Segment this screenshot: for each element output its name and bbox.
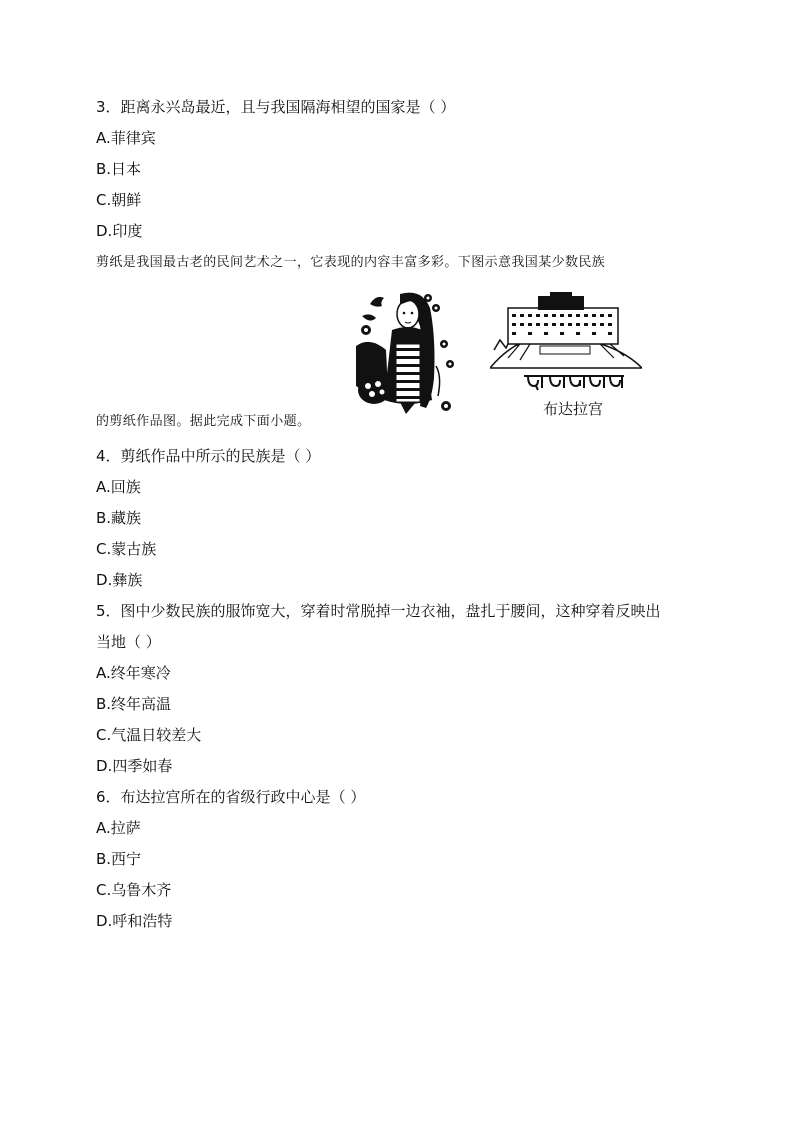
q5-stem-line-1: 5．图中少数民族的服饰宽大，穿着时常脱掉一边衣袖，盘扎于腰间，这种穿着反映出 (96, 602, 661, 620)
q6-option-c: C.乌鲁木齐 (96, 881, 172, 899)
q5-option-a: A.终年寒冷 (96, 664, 171, 682)
q5-stem-line-2: 当地（ ） (96, 633, 161, 651)
tibetan-script-label (522, 372, 626, 392)
q4-stem: 4．剪纸作品中所示的民族是（ ） (96, 447, 321, 465)
q6-stem: 6．布达拉宫所在的省级行政中心是（ ） (96, 788, 366, 806)
q3-option-c: C.朝鲜 (96, 191, 142, 209)
papercut-woman-image (352, 286, 460, 426)
potala-caption: 布达拉宫 (542, 400, 603, 418)
q3-stem: 3．距离永兴岛最近，且与我国隔海相望的国家是（ ） (96, 98, 456, 116)
q5-option-d: D.四季如春 (96, 757, 173, 775)
q3-option-d: D.印度 (96, 222, 143, 240)
q4-option-d: D.彝族 (96, 571, 143, 589)
intro-line-2: 的剪纸作品图。据此完成下面小题。 (96, 414, 311, 429)
q6-option-a: A.拉萨 (96, 819, 141, 837)
q3-option-b: B.日本 (96, 160, 142, 178)
q6-option-d: D.呼和浩特 (96, 912, 173, 930)
q3-option-a: A.菲律宾 (96, 129, 156, 147)
q6-option-b: B.西宁 (96, 850, 142, 868)
q4-option-a: A.回族 (96, 478, 141, 496)
q4-option-c: C.蒙古族 (96, 540, 157, 558)
q5-option-c: C.气温日较差大 (96, 726, 202, 744)
potala-palace-image (490, 290, 642, 372)
intro-line-1: 剪纸是我国最古老的民间艺术之一，它表现的内容丰富多彩。下图示意我国某少数民族 (96, 255, 606, 270)
q4-option-b: B.藏族 (96, 509, 142, 527)
q5-option-b: B.终年高温 (96, 695, 172, 713)
